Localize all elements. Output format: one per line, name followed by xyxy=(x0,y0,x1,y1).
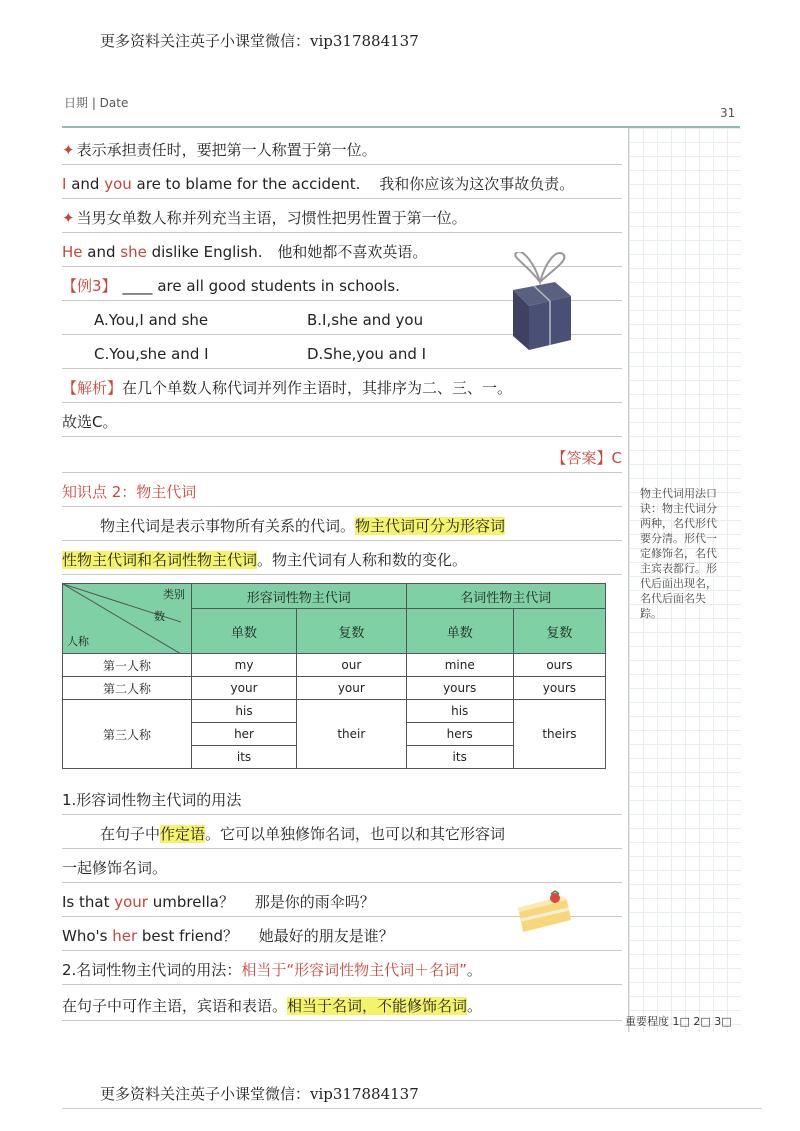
example-word: her xyxy=(112,927,138,945)
cell-value: my xyxy=(191,654,296,677)
exercise-text: are all good students in schools. xyxy=(157,277,400,295)
analysis-text: 故选C。 xyxy=(62,413,118,431)
corner-number: 数 xyxy=(153,610,165,623)
side-note: 物主代词用法口诀：物主代词分两种，名代形代要分清。形代一定修饰名，名代主宾表都行。形代后面出现名，名代后面名失踪。 xyxy=(640,487,717,620)
cell-value: its xyxy=(406,746,513,769)
usage-text: 在句子中 xyxy=(100,825,161,843)
para-highlight: 物主代词可分为形容词 xyxy=(355,517,506,535)
usage-title: 1.形容词性物主代词的用法 xyxy=(62,791,242,809)
corner-person: 人称 xyxy=(67,635,89,648)
corner-category: 类别 xyxy=(162,588,185,601)
importance-rating: 重要程度 1□ 2□ 3□ xyxy=(625,1015,732,1028)
cell-person: 第一人称 xyxy=(63,654,192,677)
rule-text: 表示承担责任时，要把第一人称置于第一位。 xyxy=(76,141,377,159)
cell-value: their xyxy=(297,700,406,769)
usage1-line-2 xyxy=(62,856,622,883)
example-line-1 xyxy=(62,172,622,199)
section-para-2 xyxy=(62,548,622,575)
usage-highlight: 相当于名词，不能修饰名词 xyxy=(287,997,468,1015)
watermark-top: 更多资料关注英子小课堂微信：vip317884137 xyxy=(100,32,419,50)
star-icon: ✦ xyxy=(62,209,75,227)
example-translation: 他和她都不喜欢英语。 xyxy=(277,243,428,261)
analysis-text: 在几个单数人称代词并列作主语时，其排序为二、三、一。 xyxy=(122,379,513,397)
header-plural: 复数 xyxy=(297,609,406,654)
section-title xyxy=(62,480,622,507)
example-word: are to blame for the accident. xyxy=(131,175,361,193)
rule-text: 当男女单数人称并列充当主语，习惯性把男性置于第一位。 xyxy=(76,209,467,227)
cell-value: your xyxy=(191,677,296,700)
star-icon: ✦ xyxy=(62,141,75,159)
usage-text: 。它可以单独修饰名词，也可以和其它形容词 xyxy=(205,825,506,843)
header-adjective-possessive: 形容词性物主代词 xyxy=(191,584,406,609)
rule-line-1 xyxy=(62,138,622,165)
example-word: Who's xyxy=(62,927,113,945)
option-d: D.She,you and I xyxy=(307,345,427,363)
example-word: umbrella？ xyxy=(147,893,234,911)
usage1-line-1 xyxy=(62,822,622,849)
usage-title: 2.名词性物主代词的用法： xyxy=(62,961,242,979)
answer-label: 【答案】 xyxy=(551,449,612,467)
option-b: B.I,she and you xyxy=(307,311,424,329)
cell-value: her xyxy=(191,723,296,746)
usage2-title xyxy=(62,958,622,985)
cell-value: mine xyxy=(406,654,513,677)
cell-value: ours xyxy=(513,654,605,677)
option-a: A.You,I and she xyxy=(94,311,209,329)
table-row xyxy=(63,700,606,723)
example-translation: 她最好的朋友是谁？ xyxy=(258,927,394,945)
section-title-text: 知识点 2：物主代词 xyxy=(62,483,197,501)
usage-text: 。 xyxy=(467,997,483,1015)
header-singular: 单数 xyxy=(406,609,513,654)
cell-value: his xyxy=(406,700,513,723)
usage-text: 。 xyxy=(466,961,482,979)
cell-person: 第三人称 xyxy=(63,700,192,769)
para-text: 。物主代词有人称和数的变化。 xyxy=(257,551,468,569)
example-word: He xyxy=(62,243,83,261)
analysis-line-2 xyxy=(62,410,622,437)
table-row xyxy=(63,654,606,677)
example-word: Is that xyxy=(62,893,115,911)
usage1-title xyxy=(62,788,622,815)
para-highlight: 性物主代词和名词性物主代词 xyxy=(62,551,258,569)
cell-value: its xyxy=(191,746,296,769)
cell-person: 第二人称 xyxy=(63,677,192,700)
example-word: I xyxy=(62,175,67,193)
example-word: dislike English. xyxy=(146,243,263,261)
watermark-bottom: 更多资料关注英子小课堂微信：vip317884137 xyxy=(100,1085,419,1103)
example-word: she xyxy=(120,243,147,261)
exercise-blank: ____ xyxy=(122,277,153,295)
analysis-line-1 xyxy=(62,376,622,403)
example-word: best friend？ xyxy=(137,927,238,945)
example-word: and xyxy=(66,175,105,193)
cell-value: hers xyxy=(406,723,513,746)
example-word: and xyxy=(82,243,121,261)
usage-red: 相当于“形容词性物主代词＋名词” xyxy=(241,961,467,979)
exercise-label: 【例3】 xyxy=(62,277,117,295)
bottom-rule xyxy=(62,1108,762,1109)
cell-value: our xyxy=(297,654,406,677)
cell-value: your xyxy=(297,677,406,700)
answer-line xyxy=(62,446,622,473)
cell-value: yours xyxy=(406,677,513,700)
gift-box-icon xyxy=(505,252,575,350)
cell-value: his xyxy=(191,700,296,723)
para-text: 物主代词是表示事物所有关系的代词。 xyxy=(100,517,356,535)
cell-value: yours xyxy=(513,677,605,700)
example-translation: 那是你的雨伞吗？ xyxy=(254,893,375,911)
answer-value: C xyxy=(611,449,622,467)
page-number: 31 xyxy=(720,106,736,120)
date-label: 日期 | Date xyxy=(64,96,129,110)
option-c: C.You,she and I xyxy=(94,345,209,363)
usage-text: 在句子中可作主语，宾语和表语。 xyxy=(62,997,288,1015)
cake-icon xyxy=(515,890,575,934)
cell-value: theirs xyxy=(513,700,605,769)
header-singular: 单数 xyxy=(191,609,296,654)
possessive-pronoun-table xyxy=(62,583,606,769)
header-plural: 复数 xyxy=(513,609,605,654)
header-noun-possessive: 名词性物主代词 xyxy=(406,584,605,609)
usage-text: 一起修饰名词。 xyxy=(62,859,168,877)
usage2-line-1 xyxy=(62,994,622,1021)
usage-highlight: 作定语 xyxy=(160,825,206,843)
table-row xyxy=(63,677,606,700)
example-word: your xyxy=(114,893,148,911)
section-para-1 xyxy=(62,514,622,541)
analysis-label: 【解析】 xyxy=(62,379,123,397)
example-translation: 我和你应该为这次事故负责。 xyxy=(379,175,575,193)
example-word: you xyxy=(104,175,132,193)
table-corner xyxy=(63,584,192,654)
rule-line-2 xyxy=(62,206,622,233)
